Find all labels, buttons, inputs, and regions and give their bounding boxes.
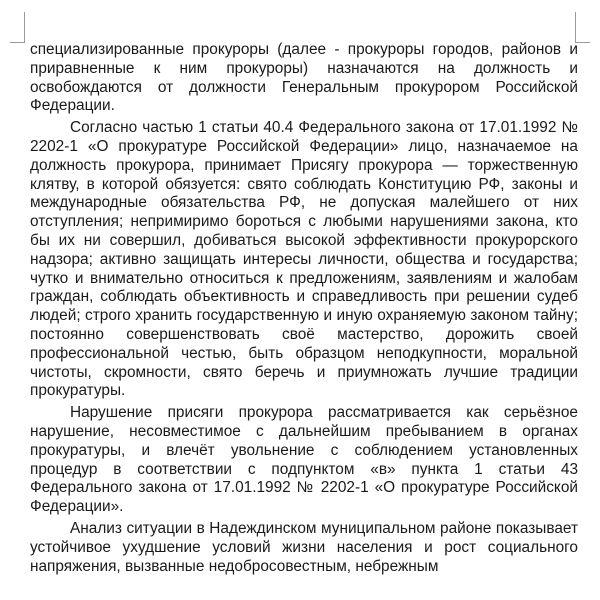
crop-mark-top-left [10,12,25,43]
document-body [30,41,578,576]
crop-mark-top-right [575,12,590,43]
paragraph-nadezhdinsky-analysis: Анализ ситуации в Надеждинском муниципальном районе показывает устойчивое ухудшение условий жизни населения и рост социального напряжения, вызванные недобросовестным, небрежным [30,519,578,575]
paragraph-oath-violation: Нарушение присяги прокурора рассматривается как серьёзное нарушение, несовместимое с дальнейшим пребыванием в органах прокуратуры, и влечёт увольнение с соблюдением установленных процедур в соответствии с подпунктом «в» пункта 1 статьи 43 Федерального закона от 17.01.1992 № 2202-1 «О прокуратуре Российской Федерации». [30,404,578,516]
paragraph-prosecutors-appointment: специализированные прокуроры (далее - прокуроры городов, районов и приравненные к ним прокуроры) назначаются на должность и освобождаются от должности Генеральным прокурором Российской Федерации. [30,41,578,115]
paragraph-prosecutor-oath: Согласно частью 1 статьи 40.4 Федерального закона от 17.01.1992 № 2202-1 «О прокуратуре Российской Федерации» лицо, назначаемое на должность прокурора, принимает Присягу прокурора — торжественную клятву, в которой обязуется: свято соблюдать Конституцию РФ, законы и международные обязательства РФ, не допуская малейшего от них отступления; непримиримо бороться с любыми нарушениями закона, кто бы их ни совершил, добиваться высокой эффективности прокурорского надзора; активно защищать интересы личности, общества и государства; чутко и внимательно относиться к предложениям, заявлениям и жалобам граждан, соблюдать объективность и справедливость при решении судеб людей; строго хранить государственную и иную охраняемую законом тайну; постоянно совершенствовать своё мастерство, дорожить своей профессиональной честью, быть образцом неподкупности, моральной чистоты, скромности, свято беречь и приумножать лучшие традиции прокуратуры. [30,119,578,400]
